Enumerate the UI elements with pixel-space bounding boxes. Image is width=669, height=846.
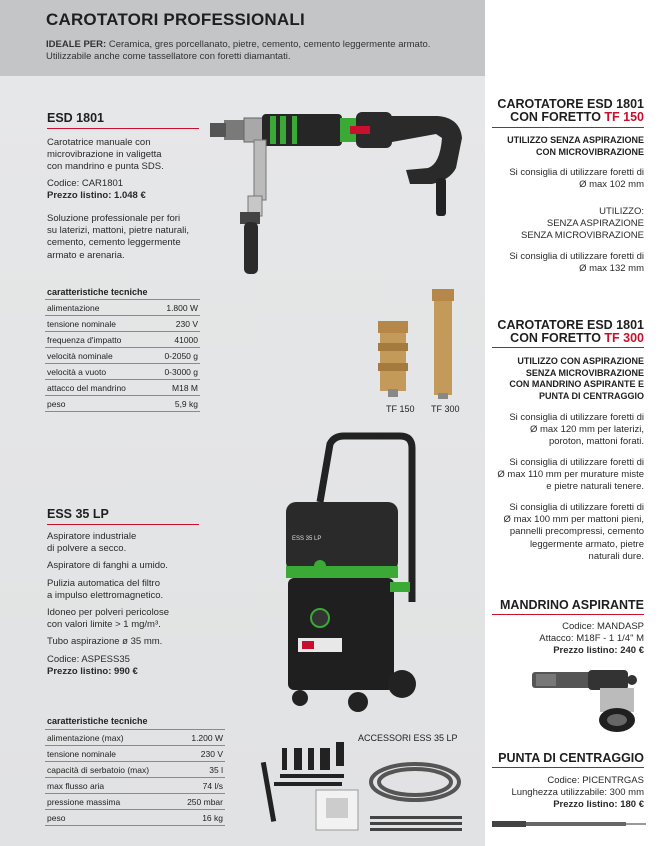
spec-value: 1.800 W [152,300,200,316]
ess-description: Aspiratore industriale di polvere a secco. Aspiratore di fanghi a umido. Pulizia automatica del filtro a impulso elettromagnetico. Idoneo per polveri pericolose con valori limite > 1 mg/m³. Tubo aspirazione ø 35 mm. Codice: ASPESS35 Prezzo listino: 990 € [47,531,169,677]
spec-key: attacco del mandrino [45,380,152,396]
spec-value: 1.200 W [176,730,225,746]
spec-key: alimentazione (max) [45,730,176,746]
bit-label-tf300: TF 300 [431,404,460,414]
mandrino-image [530,662,640,736]
spec-value: M18 M [152,380,200,396]
spec-key: peso [45,810,176,826]
tf150-advice-2: Si consiglia di utilizzare foretti di Ø max 132 mm [509,251,644,275]
tf150-advice-1: Si consiglia di utilizzare foretti di Ø max 102 mm [509,167,644,191]
accessories-image [260,740,470,832]
vacuum-image [262,432,422,720]
ess-spec-table [45,729,225,826]
spec-value: 0-3000 g [152,364,200,380]
spec-key: velocità a vuoto [45,364,152,380]
spec-value: 230 V [176,746,225,762]
punta-rule [492,767,644,768]
esd-spec-row [45,300,200,316]
tf150-usage-2: UTILIZZO: SENZA ASPIRAZIONE SENZA MICROVIBRAZIONE [521,206,644,242]
punta-image [490,814,648,834]
ess-title: ESS 35 LP [47,507,109,521]
mandrino-title: MANDRINO ASPIRANTE [500,598,644,612]
spec-key: pressione massima [45,794,176,810]
spec-key: capacità di serbatoio (max) [45,762,176,778]
vacuum-model-label: ESS 35 LP [292,536,322,542]
ess-spec-row [45,810,225,826]
tf150-title: CAROTATORE ESD 1801 CON FORETTO TF 150 [497,97,644,124]
spec-value: 35 l [176,762,225,778]
ess-spec-row [45,794,225,810]
tf300-advice-2: Si consiglia di utilizzare foretti di Ø max 110 mm per murature miste e pietre naturali tenere. [497,457,644,493]
spec-value: 41000 [152,332,200,348]
spec-key: max flusso aria [45,778,176,794]
ess-spec-row [45,762,225,778]
tf150-usage: UTILIZZO SENZA ASPIRAZIONE CON MICROVIBRAZIONE [507,135,644,157]
ess-spec-row [45,746,225,762]
tf300-advice-1: Si consiglia di utilizzare foretti di Ø max 120 mm per laterizi, poroton, mattoni forati. [509,412,644,448]
esd-spec-table [45,299,200,412]
spec-value: 250 mbar [176,794,225,810]
spec-key: alimentazione [45,300,152,316]
spec-value: 5,9 kg [152,396,200,412]
spec-key: frequenza d'impatto [45,332,152,348]
mandrino-info: Codice: MANDASP Attacco: M18F - 1 1/4" M Prezzo listino: 240 € [539,621,644,657]
spec-key: tensione nominale [45,746,176,762]
core-drill-image [210,108,470,278]
tf300-advice-3: Si consiglia di utilizzare foretti di Ø max 100 mm per mattoni pieni, pannelli precompressi, cemento leggermente armato, pietre naturali dure. [503,502,644,562]
punta-info: Codice: PICENTRGAS Lunghezza utilizzabile: 300 mm Prezzo listino: 180 € [511,775,644,811]
page-title: CAROTATORI PROFESSIONALI [46,10,305,29]
esd-description: Carotatrice manuale con microvibrazione in valigetta con mandrino e punta SDS. Codice: CAR1801 Prezzo listino: 1.048 € Soluzione professionale per fori su laterizi, mattoni, pietre naturali, cemento, cemento leggermente armato e arenaria. [47,137,190,261]
tf300-title: CAROTATORE ESD 1801 CON FORETTO TF 300 [497,318,644,345]
spec-value: 16 kg [176,810,225,826]
spec-key: velocità nominale [45,348,152,364]
esd-spec-row [45,380,200,396]
spec-value: 74 l/s [176,778,225,794]
esd-title: ESD 1801 [47,111,104,125]
spec-value: 230 V [152,316,200,332]
accessories-label: ACCESSORI ESS 35 LP [358,733,458,743]
ideal-for-text: IDEALE PER: Ceramica, gres porcellanato, pietre, cemento, cemento leggermente armato. Utilizzabile anche come tassellatore con foretti diamantati. [46,39,431,62]
esd-spec-row [45,316,200,332]
esd-spec-row [45,364,200,380]
ess-spec-row [45,730,225,746]
esd-spec-row [45,396,200,412]
esd-spec-title: caratteristiche tecniche [47,287,148,297]
esd-spec-row [45,348,200,364]
tf300-rule [492,347,644,348]
esd-title-rule [47,128,199,129]
spec-key: tensione nominale [45,316,152,332]
tf150-rule [492,127,644,128]
ess-title-rule [47,524,199,525]
tf300-usage: UTILIZZO CON ASPIRAZIONE SENZA MICROVIBRAZIONE CON MANDRINO ASPIRANTE E PUNTA DI CENTRAGGIO [509,356,644,401]
spec-key: peso [45,396,152,412]
esd-spec-row [45,332,200,348]
mandrino-rule [492,614,644,615]
bit-label-tf150: TF 150 [386,404,415,414]
punta-title: PUNTA DI CENTRAGGIO [498,751,644,765]
ess-spec-title: caratteristiche tecniche [47,716,148,726]
page-header [0,0,485,76]
drill-bits-image [372,285,472,405]
spec-value: 0-2050 g [152,348,200,364]
ess-spec-row [45,778,225,794]
